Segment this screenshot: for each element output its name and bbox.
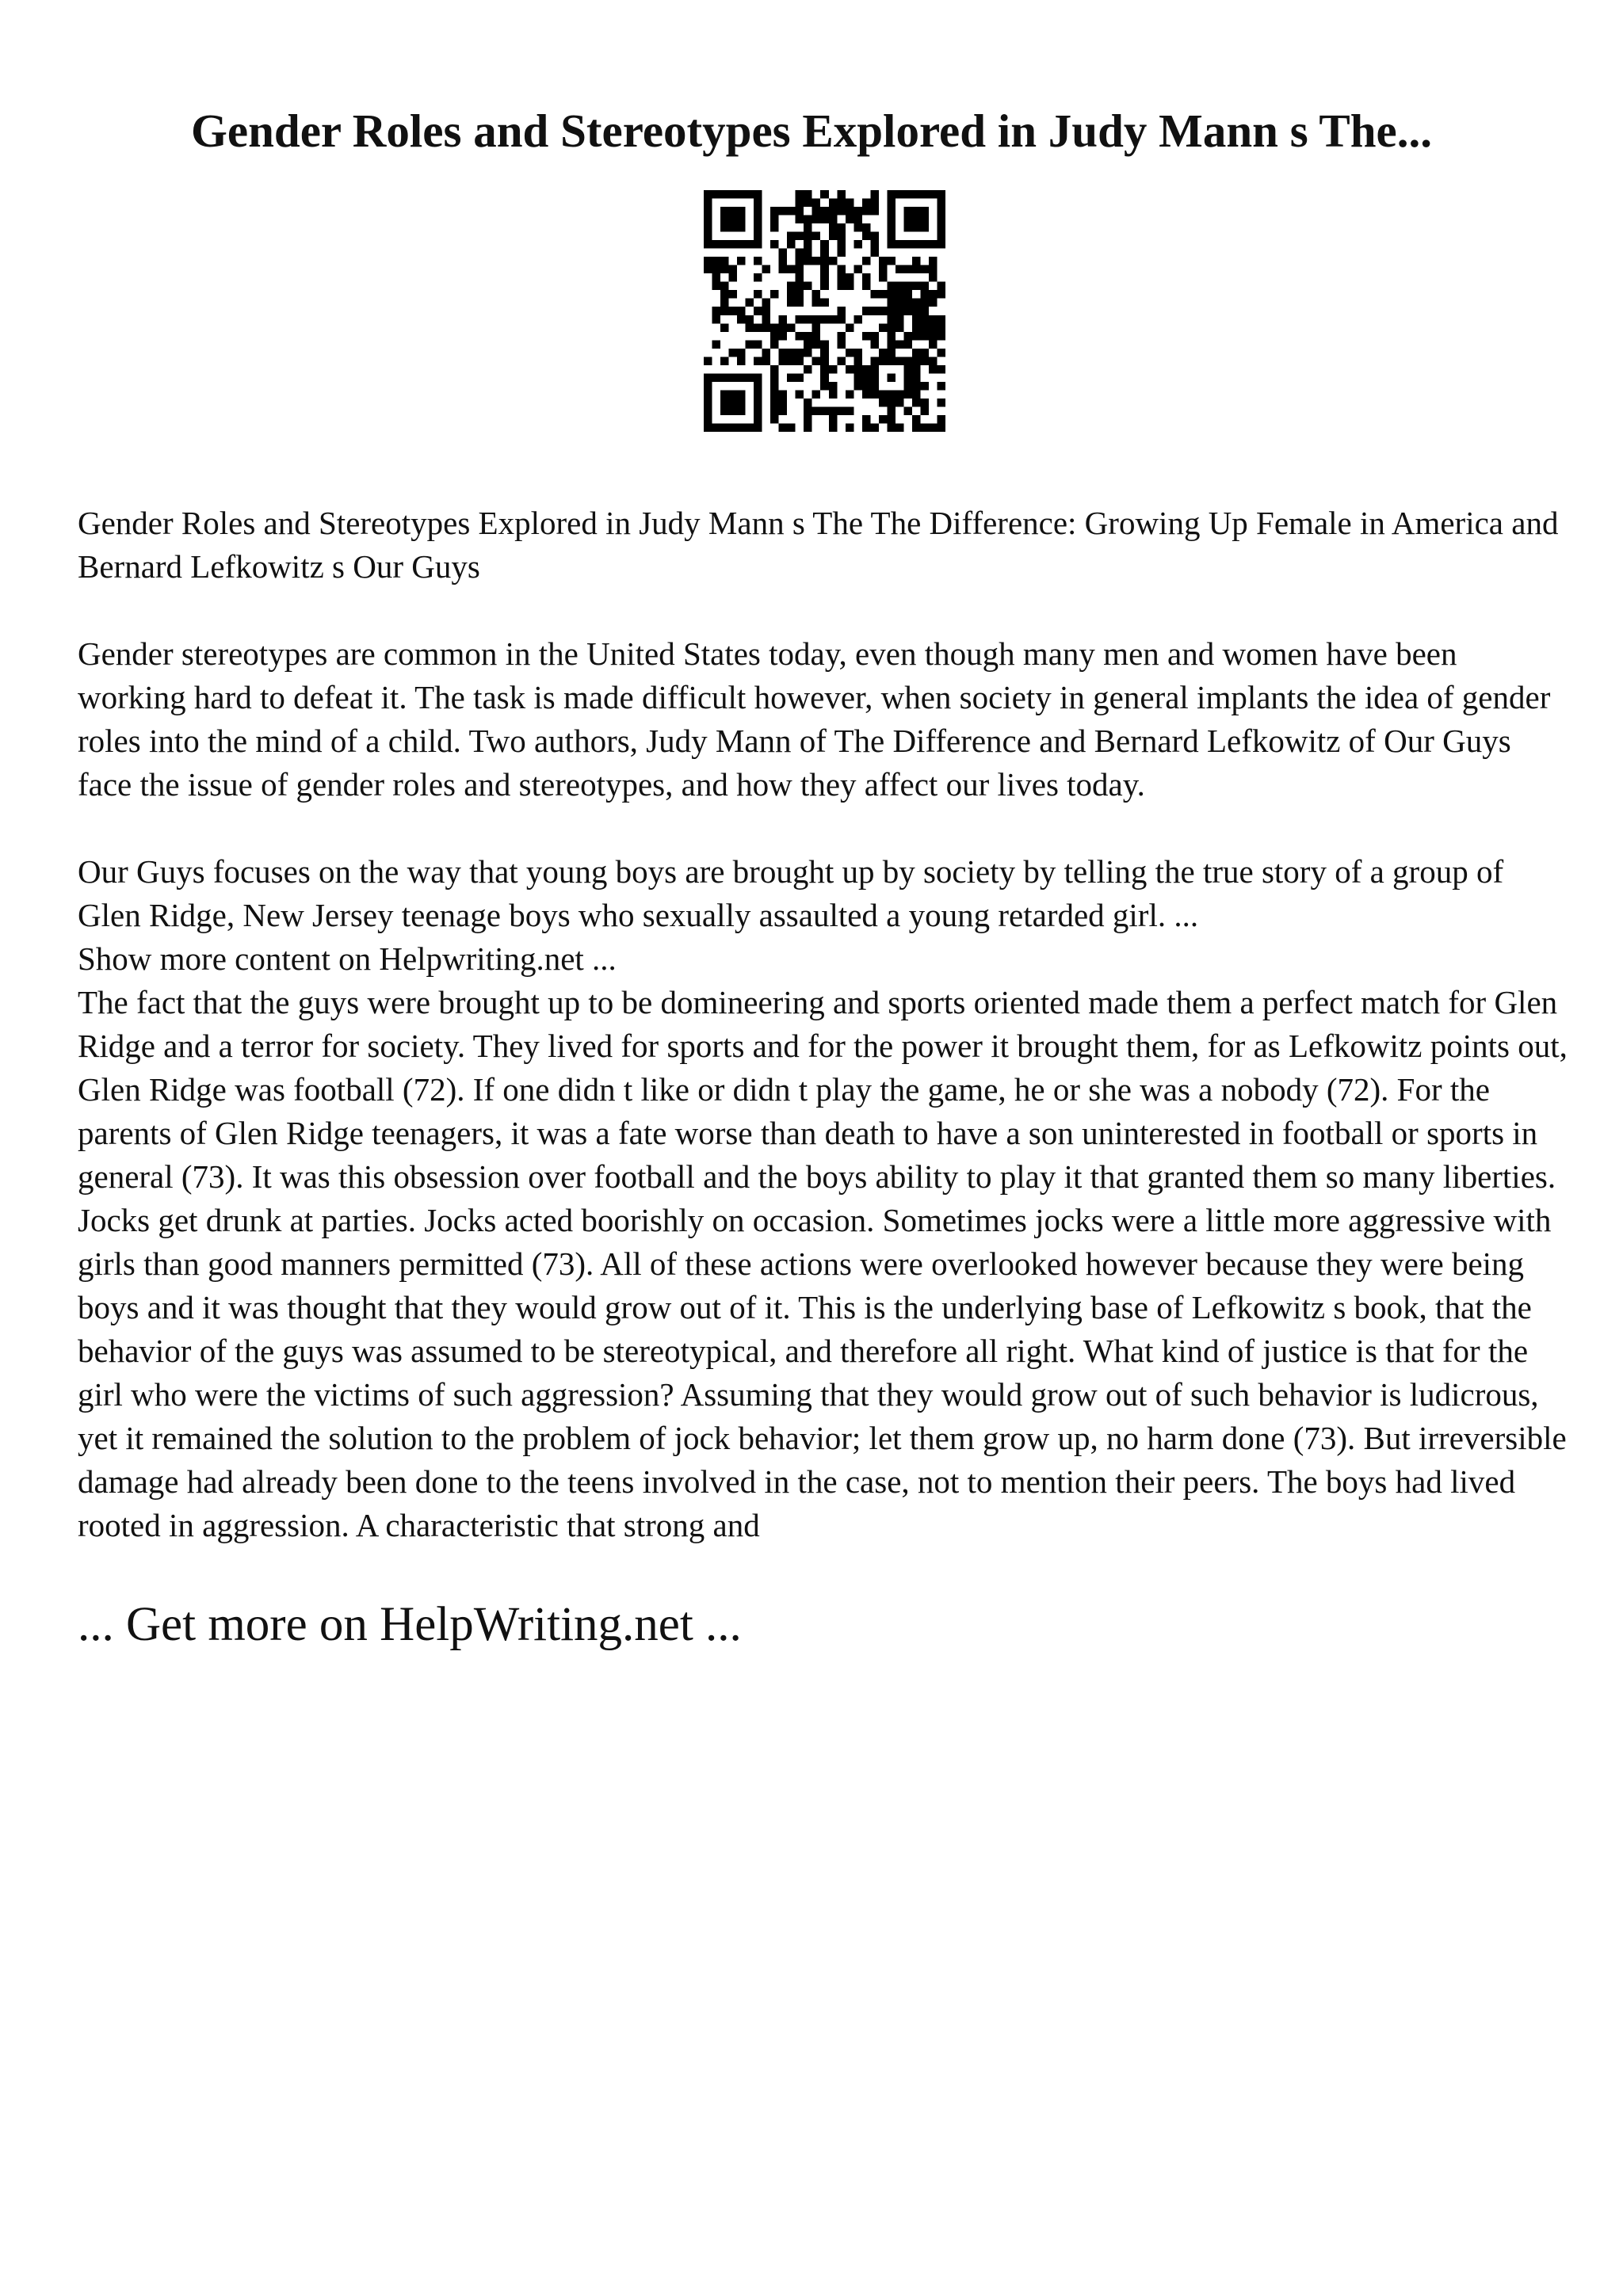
summary-paragraph: Our Guys focuses on the way that young boys are brought up by society by telling the true story of a group of Glen Ridge, New Jersey teenage boys who sexually assaulted a young retarded girl. ...	[78, 853, 1504, 933]
analysis-paragraph: The fact that the guys were brought up to be domineering and sports oriented made them a perfect match for Glen Ridge and a terror for society. They lived for sports and for the power it brought them, for as Lefkowitz points out, Glen Ridge was football (72). If one didn t like or didn t play the game, he or she was a nobody (72). For the parents of Glen Ridge teenagers, it was a fate worse than death to have a son uninterested in football or sports in general (73). It was this obsession over football and the boys ability to play it that granted them so many liberties. Jocks get drunk at parties. Jocks acted boorishly on occasion. Sometimes jocks were a little more aggressive with girls than good manners permitted (73). All of these actions were overlooked however because they were being boys and it was thought that they would grow out of it. This is the underlying base of Lefkowitz s book, that the behavior of the guys was assumed to be stereotypical, and therefore all right. What kind of justice is that for the girl who were the victims of such aggression? Assuming that they would grow out of such behavior is ludicrous, yet it remained the solution to the problem of jock behavior; let them grow up, no harm done (73). But irreversible damage had already been done to the teens involved in the case, not to mention their peers. The boys had lived rooted in aggression. A characteristic that strong and	[78, 984, 1568, 1543]
get-more-link[interactable]: ... Get more on HelpWriting.net ...	[78, 1598, 742, 1651]
qr-code-icon	[704, 190, 945, 432]
document-body	[78, 502, 1568, 1657]
show-more-link[interactable]: Show more content on Helpwriting.net ...	[78, 940, 617, 977]
page-title: Gender Roles and Stereotypes Explored in Judy Mann s The...	[191, 105, 1432, 157]
intro-paragraph: Gender stereotypes are common in the United States today, even though many men and women have been working hard to defeat it. The task is made difficult however, when society in general implants the idea of gender roles into the mind of a child. Two authors, Judy Mann of The Difference and Bernard Lefkowitz of Our Guys face the issue of gender roles and stereotypes, and how they affect our lives today.	[78, 635, 1551, 803]
subtitle-paragraph: Gender Roles and Stereotypes Explored in Judy Mann s The The Difference: Growing Up Female in America and Bernard Lefkowitz s Our Guys	[78, 505, 1559, 585]
